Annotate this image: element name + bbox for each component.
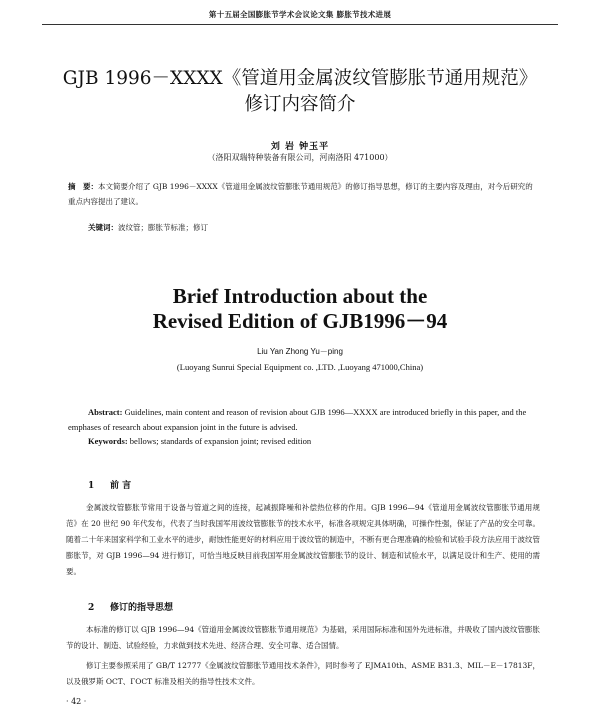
chinese-authors: 刘 岩 钟玉平 [270, 142, 330, 152]
section-number: 1 [88, 481, 95, 491]
chinese-title-line2: 修订内容简介 [244, 94, 356, 115]
section-title: 修订的指导思想 [110, 603, 174, 613]
section-heading-1 [88, 478, 131, 491]
english-title-line2: Revised Edition of GJB1996－94 [152, 309, 448, 333]
english-abstract-label: Abstract: [88, 407, 123, 417]
english-abstract-text: Guidelines, main content and reason of revision about GJB 1996—XXXX are introduced briefly in this paper, and the emphases of research about expansion joint in the future is advised. [68, 407, 527, 432]
english-title [0, 284, 600, 334]
chinese-keywords [88, 222, 540, 233]
page-number: · 42 · [66, 697, 87, 706]
chinese-affiliation: （洛阳双瑞特种装备有限公司，河南洛阳 471000） [207, 153, 393, 162]
section-2-paragraph-2: 修订主要参照采用了 GB/T 12777《金属波纹管膨胀节通用技术条件》，同时参考了 EJMA10th、ASME B31.3、MIL－E－17813F，以及俄罗斯 ОСТ、ГОСТ 标准及相关的指导性技术文件。 [66, 661, 540, 686]
chinese-abstract [68, 180, 540, 209]
chinese-abstract-text: 本文简要介绍了 GJB 1996－XXXX《管道用金属波纹管膨胀节通用规范》的修订指导思想，修订的主要内容及理由，对今后研究的重点内容提出了建议。 [68, 182, 533, 206]
english-keywords [88, 436, 540, 446]
chinese-keywords-text: 波纹管；膨胀节标准；修订 [118, 223, 208, 232]
section-number: 2 [88, 603, 95, 613]
section-title: 前 言 [110, 481, 132, 491]
section-heading-2 [88, 600, 173, 613]
header-rule [42, 24, 558, 25]
running-header: 第十五届全国膨胀节学术会议论文集 膨胀节技术进展 [208, 10, 392, 19]
section-1-paragraph-1: 金属波纹管膨胀节常用于设备与管道之间的连接，起减振降噪和补偿热位移的作用。GJB 1996—94《管道用金属波纹管膨胀节通用规范》在 20 世纪 90 年代发布，代表了当时我国军用波纹管膨胀节的技术水平，标准各项规定具体明确，可操作性强，保证了产品的安全可靠。随着二十年来国家科学和工业水平的进步，耐蚀性能更好的材料应用于波纹管的制造中，不断有更合理准确的检验和试验手段方法应用于波纹管膨胀节，对 GJB 1996—94 进行修订，可恰当地反映目前我国军用金属波纹管膨胀节的设计、制造和试验水平，以满足设计和生产、使用的需要。 [66, 503, 540, 576]
section-2-paragraph-1: 本标准的修订以 GJB 1996—94《管道用金属波纹管膨胀节通用规范》为基础，采用国际标准和国外先进标准，并吸收了国内波纹管膨胀节的设计、制造、试验经验，力求做到技术先进、经济合理、安全可靠、适合国情。 [66, 625, 540, 650]
english-keywords-label: Keywords: [88, 436, 128, 446]
chinese-abstract-label: 摘 要： [68, 182, 98, 191]
english-title-line1: Brief Introduction about the [172, 284, 428, 308]
english-keywords-text: bellows; standards of expansion joint; revised edition [127, 436, 312, 446]
english-abstract [68, 405, 540, 435]
english-authors: Liu Yan Zhong Yu－ping [257, 347, 343, 356]
chinese-keywords-label: 关键词： [88, 223, 118, 232]
chinese-title-line1: GJB 1996－XXXX《管道用金属波纹管膨胀节通用规范》 [62, 68, 538, 89]
english-affiliation: (Luoyang Sunrui Special Equipment co. ,LTD. ,Luoyang 471000,China) [176, 362, 424, 372]
chinese-title [40, 66, 560, 118]
